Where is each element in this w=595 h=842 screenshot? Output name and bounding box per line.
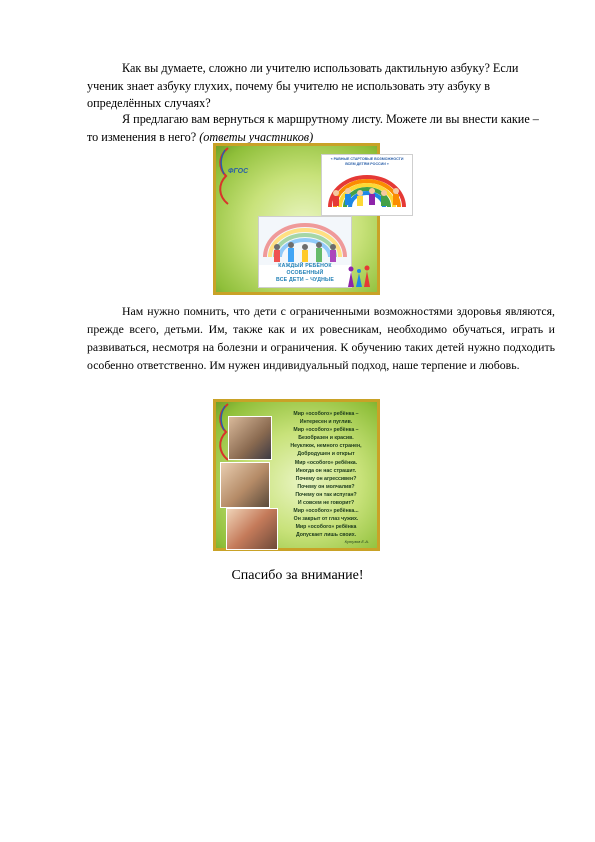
poem-line: Почему он агрессивен?: [295, 475, 357, 482]
fgos-swirl-icon: [216, 146, 230, 206]
poem-line: Неуклюж, немного странен,: [290, 443, 362, 450]
poem-line: Безобразен и красив.: [298, 435, 354, 442]
poem-author: Кутузов Е.А.: [344, 539, 369, 544]
participants-answers-note: (ответы участников): [199, 129, 314, 144]
child-photo-3: [226, 508, 278, 550]
fgos-logo: [228, 168, 248, 175]
poem-line: Почему он молчалив?: [297, 483, 355, 490]
poem-line: И совсем не говорит?: [297, 500, 355, 507]
fgos-logo-text: ФГОС: [228, 168, 249, 175]
poem-line: Почему он так испуган?: [295, 491, 357, 498]
poem-line: Иногда он нас страшит.: [295, 467, 357, 474]
poster-heading: « РАВНЫЕ СТАРТОВЫЕ ВОЗМОЖНОСТИ ВСЕМ ДЕТЯМ РОССИИ »: [330, 157, 404, 166]
equal-opportunities-poster: [321, 154, 413, 216]
poem-line: Мир «особого» ребёнка –: [293, 411, 359, 417]
slide-image-1: [213, 143, 404, 295]
question-paragraph: Как вы думаете, сложно ли учителю использовать дактильную азбуку? Если ученик знает азбуку глухих, почему бы учителю не использовать эту азбуку в определённых случаях?: [87, 61, 519, 110]
special-child-caption: [261, 263, 349, 284]
route-sheet-paragraph: [87, 111, 547, 146]
conclusion-paragraph: Нам нужно помнить, что дети с ограниченными возможностями здоровья являются, прежде всего, детьми. Им, также как и их ровесникам, необходимо обучаться, играть и развиваться, несмотря на болезни и ограничения. К обучению таких детей нужно подходить особенно ответственно. Им нужен индивидуальный подход, наше терпение и любовь.: [87, 304, 555, 372]
rainbow-children-illustration: [322, 167, 412, 215]
caption-line-2: ВСЕ ДЕТИ – ЧУДНЫЕ: [275, 277, 334, 283]
family-figures-icon: [346, 263, 374, 289]
poem-line: Мир «особого» ребёнка: [295, 524, 357, 531]
poem-line: Мир «особого» ребёнка...: [293, 508, 359, 515]
poem-line: Добродушен и открыт: [297, 451, 355, 458]
poem-line: Мир «особого» ребёнка.: [294, 459, 358, 466]
caption-line-1: КАЖДЫЙ РЕБЁНОК ОСОБЕННЫЙ: [278, 263, 332, 276]
poem-line: Он закрыт от глаз чужих.: [293, 516, 359, 523]
poem-line: Интересен и пуглив.: [299, 419, 353, 426]
child-photo-1: [228, 416, 272, 460]
special-child-poster: [258, 216, 352, 288]
child-photo-2: [220, 462, 270, 508]
slide-image-2: [213, 399, 380, 551]
poem-line: Мир «особого» ребёнка –: [293, 427, 359, 434]
route-sheet-text: Я предлагаю вам вернуться к маршрутному листу. Можете ли вы внести какие – то изменения в него?: [87, 112, 539, 144]
poem-line: Допускает лишь своих.: [295, 532, 357, 539]
rainbow-kids-icon: [259, 217, 351, 265]
special-child-poem: [276, 410, 376, 540]
thank-you-text: Спасибо за внимание!: [231, 568, 364, 583]
